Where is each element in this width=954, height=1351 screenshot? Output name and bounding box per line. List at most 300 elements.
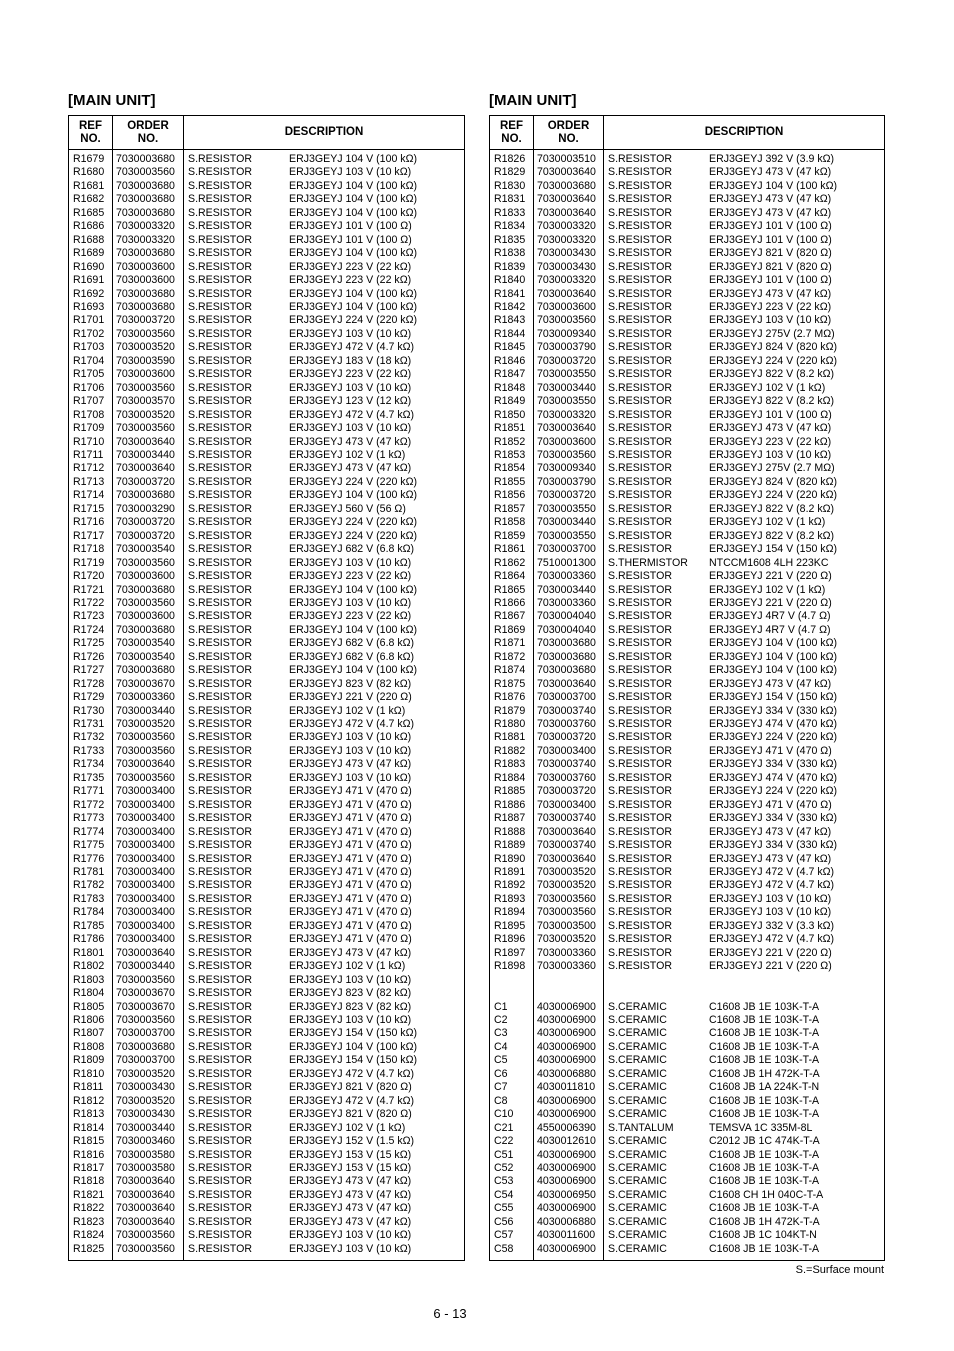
ref-no-cell: R1883 (490, 758, 534, 771)
ref-no-cell: R1691 (69, 274, 113, 287)
ref-no-cell: R1774 (69, 826, 113, 839)
table-row (490, 543, 885, 556)
ref-no-cell: C56 (490, 1216, 534, 1229)
table-row (490, 785, 885, 798)
table-row (490, 368, 885, 381)
order-no-cell: 7030003600 (113, 610, 184, 623)
ref-no-cell: C5 (490, 1054, 534, 1067)
part-type: S.RESISTOR (188, 1081, 252, 1094)
part-type: S.CERAMIC (608, 1000, 667, 1013)
ref-no-cell: R1822 (69, 1202, 113, 1215)
part-type: S.RESISTOR (188, 1067, 252, 1080)
ref-no-cell: R1815 (69, 1135, 113, 1148)
ref-no-cell: R1879 (490, 705, 534, 718)
part-type: S.CERAMIC (608, 1202, 667, 1215)
table-row (69, 785, 465, 798)
order-no-cell: 7030003400 (113, 920, 184, 933)
part-spec: ERJ3GEYJ 104 V (100 kΩ) (289, 153, 418, 165)
order-no-cell: 4030006950 (534, 1189, 604, 1202)
table-row (490, 584, 885, 597)
order-no-cell: 7030003560 (113, 731, 184, 744)
part-spec: ERJ3GEYJ 4R7 V (4.7 Ω) (709, 610, 831, 623)
order-no-cell: 4030006880 (534, 1068, 604, 1081)
part-spec: ERJ3GEYJ 223 V (22 kΩ) (709, 300, 832, 313)
description-cell (604, 274, 885, 287)
order-no-cell: 7030003680 (113, 301, 184, 314)
ref-no-cell: R1869 (490, 624, 534, 637)
table-row (69, 355, 465, 368)
description-cell (604, 758, 885, 771)
table-row (69, 1243, 465, 1261)
table-row (490, 288, 885, 301)
part-type: S.RESISTOR (188, 596, 252, 609)
part-spec: ERJ3GEYJ 471 V (470 Ω) (289, 933, 412, 946)
ref-no-cell: R1896 (490, 933, 534, 946)
table-row (490, 557, 885, 570)
table-row (490, 745, 885, 758)
description-cell (604, 247, 885, 260)
part-type: S.RESISTOR (188, 664, 252, 677)
order-no-cell: 7030003560 (534, 449, 604, 462)
table-row (69, 261, 465, 274)
part-type: S.RESISTOR (188, 1027, 252, 1040)
order-no-cell: 7030003440 (113, 705, 184, 718)
order-no-cell: 7030003290 (113, 503, 184, 516)
part-spec: ERJ3GEYJ 101 V (100 Ω) (289, 220, 412, 233)
order-no-cell: 7030003440 (113, 449, 184, 462)
part-type: S.CERAMIC (608, 1242, 667, 1255)
order-no-cell: 7030003600 (113, 368, 184, 381)
part-spec: ERJ3GEYJ 823 V (82 kΩ) (289, 677, 412, 690)
table-row (69, 906, 465, 919)
table-row (490, 1175, 885, 1188)
ref-no-cell: R1682 (69, 193, 113, 206)
table-row (69, 947, 465, 960)
order-no-cell: 7030003520 (113, 718, 184, 731)
description-cell (604, 1095, 885, 1108)
table-row (490, 853, 885, 866)
description-cell (184, 314, 465, 327)
part-type: S.RESISTOR (188, 543, 252, 556)
part-type: S.RESISTOR (608, 220, 672, 233)
part-type: S.RESISTOR (188, 274, 252, 287)
ref-no-cell: R1807 (69, 1027, 113, 1040)
part-type: S.RESISTOR (188, 1202, 252, 1215)
part-spec: ERJ3GEYJ 103 V (10 kΩ) (289, 381, 412, 394)
description-cell (604, 462, 885, 475)
order-no-cell: 7030003680 (113, 193, 184, 206)
part-type: S.RESISTOR (188, 1054, 252, 1067)
part-spec: ERJ3GEYJ 103 V (10 kΩ) (289, 1229, 412, 1242)
description-cell (184, 288, 465, 301)
part-type: S.RESISTOR (188, 1135, 252, 1148)
part-spec: ERJ3GEYJ 104 V (100 kΩ) (289, 664, 418, 677)
ref-no-cell: R1688 (69, 234, 113, 247)
part-type: S.CERAMIC (608, 1215, 667, 1228)
left-section-title: [MAIN UNIT] (68, 92, 156, 109)
part-type: S.RESISTOR (188, 771, 252, 784)
order-no-cell: 7030003760 (534, 718, 604, 731)
ref-no-cell: R1862 (490, 557, 534, 570)
description-cell (184, 1041, 465, 1054)
table-row (490, 314, 885, 327)
table-row (69, 1068, 465, 1081)
part-type: S.RESISTOR (188, 987, 252, 1000)
part-spec: ERJ3GEYJ 104 V (100 kΩ) (289, 287, 418, 300)
description-cell (604, 799, 885, 812)
order-no-cell: 7030003560 (113, 328, 184, 341)
table-row (69, 610, 465, 623)
ref-no-cell: R1890 (490, 853, 534, 866)
table-row (490, 651, 885, 664)
part-type: S.RESISTOR (188, 1188, 252, 1201)
order-no-cell: 7030003680 (113, 247, 184, 260)
ref-no-cell: R1805 (69, 1001, 113, 1014)
part-type: S.RESISTOR (188, 892, 252, 905)
table-row (69, 1216, 465, 1229)
part-spec: C1608 JB 1C 104KT-N (709, 1229, 817, 1242)
order-no-cell: 7030003560 (534, 314, 604, 327)
table-row (490, 1027, 885, 1040)
description-cell (184, 947, 465, 960)
description-cell (604, 166, 885, 179)
order-no-cell: 7030003570 (113, 395, 184, 408)
table-row (490, 1243, 885, 1261)
part-type: S.RESISTOR (608, 933, 672, 946)
part-spec: ERJ3GEYJ 103 V (10 kΩ) (709, 892, 832, 905)
part-spec: ERJ3GEYJ 471 V (470 Ω) (289, 839, 412, 852)
part-type: S.RESISTOR (188, 1108, 252, 1121)
part-spec: ERJ3GEYJ 824 V (820 kΩ) (709, 475, 838, 488)
part-spec: ERJ3GEYJ 221 V (220 Ω) (709, 570, 832, 583)
ref-no-cell: R1861 (490, 543, 534, 556)
ref-no-cell: R1806 (69, 1014, 113, 1027)
description-cell (604, 543, 885, 556)
part-type: S.RESISTOR (188, 395, 252, 408)
ref-no-cell: R1706 (69, 382, 113, 395)
ref-no-cell: R1871 (490, 637, 534, 650)
part-type: S.RESISTOR (188, 247, 252, 260)
ref-no-cell: C54 (490, 1189, 534, 1202)
part-type: S.RESISTOR (608, 892, 672, 905)
part-spec: ERJ3GEYJ 473 V (47 kΩ) (289, 462, 412, 475)
description-cell (184, 718, 465, 731)
ref-no-cell: R1892 (490, 879, 534, 892)
part-spec: C1608 JB 1E 103K-T-A (709, 1094, 820, 1107)
order-no-cell: 7030003400 (113, 879, 184, 892)
description-cell (604, 503, 885, 516)
order-no-cell: 7030003400 (113, 866, 184, 879)
table-row (490, 489, 885, 502)
table-row (490, 879, 885, 892)
ref-no-cell (490, 987, 534, 1000)
description-cell (604, 288, 885, 301)
table-row (69, 584, 465, 597)
ref-no-cell: R1894 (490, 906, 534, 919)
part-type: S.RESISTOR (608, 798, 672, 811)
ref-no-cell: C8 (490, 1095, 534, 1108)
part-spec: ERJ3GEYJ 104 V (100 kΩ) (289, 1040, 418, 1053)
description-cell (604, 1041, 885, 1054)
right-parts-table (489, 115, 885, 1261)
part-spec: ERJ3GEYJ 104 V (100 kΩ) (289, 179, 418, 192)
part-type: S.RESISTOR (608, 368, 672, 381)
part-spec: ERJ3GEYJ 103 V (10 kΩ) (289, 422, 412, 435)
part-spec: ERJ3GEYJ 334 V (330 kΩ) (709, 758, 838, 771)
part-spec: ERJ3GEYJ 822 V (8.2 kΩ) (709, 502, 835, 515)
description-cell (184, 785, 465, 798)
part-spec: ERJ3GEYJ 154 V (150 kΩ) (709, 691, 838, 704)
part-spec: ERJ3GEYJ 103 V (10 kΩ) (289, 166, 412, 179)
order-no-cell: 7030003320 (534, 274, 604, 287)
order-no-cell: 7030003600 (534, 301, 604, 314)
part-spec: ERJ3GEYJ 224 V (220 kΩ) (289, 529, 418, 542)
part-spec: ERJ3GEYJ 473 V (47 kΩ) (289, 1175, 412, 1188)
ref-no-cell: C52 (490, 1162, 534, 1175)
ref-no-cell: R1872 (490, 651, 534, 664)
part-spec: ERJ3GEYJ 332 V (3.3 kΩ) (709, 919, 835, 932)
description-cell (604, 839, 885, 852)
order-no-cell: 4030006900 (534, 1001, 604, 1014)
left-table-body (69, 150, 465, 1261)
order-no-cell: 4550006390 (534, 1122, 604, 1135)
ref-no-cell: R1824 (69, 1229, 113, 1242)
order-no-cell: 7030003360 (534, 947, 604, 960)
order-no-cell: 7030003700 (113, 1027, 184, 1040)
description-cell (184, 166, 465, 179)
part-spec: NTCCM1608 4LH 223KC (709, 556, 829, 569)
part-type: S.RESISTOR (608, 744, 672, 757)
table-row (69, 812, 465, 825)
order-no-cell: 7030003640 (113, 1189, 184, 1202)
description-cell (184, 462, 465, 475)
part-type: S.RESISTOR (188, 462, 252, 475)
ref-no-cell: R1786 (69, 933, 113, 946)
part-type: S.CERAMIC (608, 1013, 667, 1026)
order-no-cell: 7030003560 (113, 1229, 184, 1242)
order-no-cell: 7030003640 (113, 758, 184, 771)
part-type: S.RESISTOR (188, 1121, 252, 1134)
part-spec: ERJ3GEYJ 474 V (470 kΩ) (709, 771, 838, 784)
ref-no-cell: R1838 (490, 247, 534, 260)
description-cell (184, 1149, 465, 1162)
description-cell (604, 651, 885, 664)
order-no-cell: 4030006900 (534, 1243, 604, 1261)
part-type: S.CERAMIC (608, 1229, 667, 1242)
description-cell (604, 933, 885, 946)
order-no-cell (534, 987, 604, 1000)
part-spec: ERJ3GEYJ 472 V (4.7 kΩ) (709, 879, 835, 892)
ref-no-cell: R1690 (69, 261, 113, 274)
table-row (69, 274, 465, 287)
description-cell (184, 1229, 465, 1242)
ref-no-cell: R1710 (69, 436, 113, 449)
table-row (69, 207, 465, 220)
order-no-cell: 7030003640 (113, 1216, 184, 1229)
ref-no-cell: R1733 (69, 745, 113, 758)
description-cell (604, 1081, 885, 1094)
ref-no-cell: R1735 (69, 772, 113, 785)
part-type: S.RESISTOR (608, 583, 672, 596)
part-spec: C1608 JB 1E 103K-T-A (709, 1175, 820, 1188)
table-row (69, 853, 465, 866)
part-type: S.RESISTOR (608, 260, 672, 273)
ref-no-cell: R1867 (490, 610, 534, 623)
table-row (490, 1081, 885, 1094)
description-cell (184, 530, 465, 543)
part-spec: ERJ3GEYJ 823 V (82 kΩ) (289, 1000, 412, 1013)
table-row (69, 409, 465, 422)
right-table-body (490, 150, 885, 1261)
part-type: S.RESISTOR (188, 193, 252, 206)
order-no-cell: 7030003520 (534, 933, 604, 946)
table-row (490, 193, 885, 206)
description-cell (184, 731, 465, 744)
order-no-cell: 7030003320 (534, 234, 604, 247)
table-row (490, 772, 885, 785)
ref-no-cell: R1882 (490, 745, 534, 758)
part-type: S.RESISTOR (608, 919, 672, 932)
table-row (69, 664, 465, 677)
part-spec: ERJ3GEYJ 103 V (10 kΩ) (289, 731, 412, 744)
description-cell (184, 637, 465, 650)
ref-no-cell: R1841 (490, 288, 534, 301)
part-spec: ERJ3GEYJ 223 V (22 kΩ) (289, 260, 412, 273)
order-no-cell: 7030003320 (534, 220, 604, 233)
part-type: S.RESISTOR (188, 1215, 252, 1228)
part-type: S.CERAMIC (608, 1175, 667, 1188)
part-type: S.RESISTOR (608, 274, 672, 287)
description-cell (604, 1014, 885, 1027)
order-no-cell: 4030006900 (534, 1162, 604, 1175)
table-row (490, 462, 885, 475)
table-row (490, 1149, 885, 1162)
description-cell (184, 1162, 465, 1175)
description-cell (184, 449, 465, 462)
order-no-cell: 7030003680 (113, 584, 184, 597)
description-cell (604, 409, 885, 422)
description-cell (184, 906, 465, 919)
part-spec: ERJ3GEYJ 103 V (10 kΩ) (289, 973, 412, 986)
part-spec: ERJ3GEYJ 104 V (100 kΩ) (289, 247, 418, 260)
table-row (69, 1122, 465, 1135)
table-row (69, 705, 465, 718)
table-row (490, 234, 885, 247)
table-row (490, 395, 885, 408)
description-cell (604, 314, 885, 327)
table-row (490, 261, 885, 274)
table-row (490, 637, 885, 650)
table-header-row (69, 116, 465, 150)
part-spec: ERJ3GEYJ 154 V (150 kΩ) (289, 1027, 418, 1040)
ref-no-cell: R1898 (490, 960, 534, 973)
ref-no-cell: R1714 (69, 489, 113, 502)
order-no-cell: 7030003790 (534, 341, 604, 354)
ref-no-cell: R1732 (69, 731, 113, 744)
table-row (490, 328, 885, 341)
ref-no-cell: R1857 (490, 503, 534, 516)
part-type: S.RESISTOR (188, 906, 252, 919)
order-no-cell: 7030003560 (534, 906, 604, 919)
order-no-cell: 7030003520 (113, 1068, 184, 1081)
ref-no-cell: C22 (490, 1135, 534, 1148)
part-type: S.RESISTOR (188, 650, 252, 663)
ref-no-header: REF NO. (490, 116, 534, 150)
part-spec: C1608 JB 1H 472K-T-A (709, 1067, 820, 1080)
ref-no-cell: R1823 (69, 1216, 113, 1229)
description-cell (604, 691, 885, 704)
table-row (69, 637, 465, 650)
description-cell (184, 933, 465, 946)
description-cell (604, 772, 885, 785)
ref-no-cell: R1814 (69, 1122, 113, 1135)
description-cell (184, 489, 465, 502)
part-spec: ERJ3GEYJ 104 V (100 kΩ) (289, 583, 418, 596)
ref-no-cell: R1829 (490, 166, 534, 179)
part-type: S.RESISTOR (188, 731, 252, 744)
part-spec: C1608 JB 1E 103K-T-A (709, 1242, 820, 1255)
description-cell (604, 368, 885, 381)
part-type: S.RESISTOR (608, 866, 672, 879)
order-no-cell: 7030003540 (113, 651, 184, 664)
part-type: S.RESISTOR (608, 570, 672, 583)
ref-no-cell: R1812 (69, 1095, 113, 1108)
table-row (69, 449, 465, 462)
order-no-cell: 7030003440 (534, 516, 604, 529)
part-type: S.RESISTOR (188, 933, 252, 946)
table-row (490, 920, 885, 933)
ref-no-cell: R1848 (490, 382, 534, 395)
part-type: S.RESISTOR (188, 516, 252, 529)
order-no-cell: 7030004040 (534, 610, 604, 623)
part-spec: ERJ3GEYJ 473 V (47 kΩ) (289, 1215, 412, 1228)
table-row (490, 974, 885, 987)
order-no-cell: 7030003360 (534, 960, 604, 973)
ref-no-cell: C51 (490, 1149, 534, 1162)
part-spec: C1608 JB 1E 103K-T-A (709, 1161, 820, 1174)
order-no-cell: 7030003520 (113, 409, 184, 422)
table-row (69, 772, 465, 785)
part-type: S.RESISTOR (188, 744, 252, 757)
table-row (69, 301, 465, 314)
part-type: S.THERMISTOR (608, 556, 688, 569)
table-row (490, 301, 885, 314)
description-cell (604, 570, 885, 583)
order-no-cell: 7030003460 (113, 1135, 184, 1148)
description-cell (604, 974, 885, 987)
table-row (490, 947, 885, 960)
description-cell (184, 705, 465, 718)
part-spec: C1608 JB 1E 103K-T-A (709, 1013, 820, 1026)
description-cell (604, 1001, 885, 1014)
order-no-cell: 7030003320 (113, 234, 184, 247)
table-row (69, 691, 465, 704)
description-cell (184, 624, 465, 637)
table-row (490, 826, 885, 839)
ref-no-cell: R1785 (69, 920, 113, 933)
table-row (69, 220, 465, 233)
table-row (69, 314, 465, 327)
description-cell (184, 651, 465, 664)
part-spec: ERJ3GEYJ 224 V (220 kΩ) (709, 354, 838, 367)
part-type: S.RESISTOR (188, 1014, 252, 1026)
part-type: S.RESISTOR (188, 368, 252, 381)
part-type: S.RESISTOR (188, 1148, 252, 1161)
description-cell (184, 247, 465, 260)
part-spec: ERJ3GEYJ 103 V (10 kΩ) (289, 1014, 412, 1026)
part-spec: ERJ3GEYJ 224 V (220 kΩ) (709, 785, 838, 798)
order-no-cell: 7030003400 (113, 785, 184, 798)
